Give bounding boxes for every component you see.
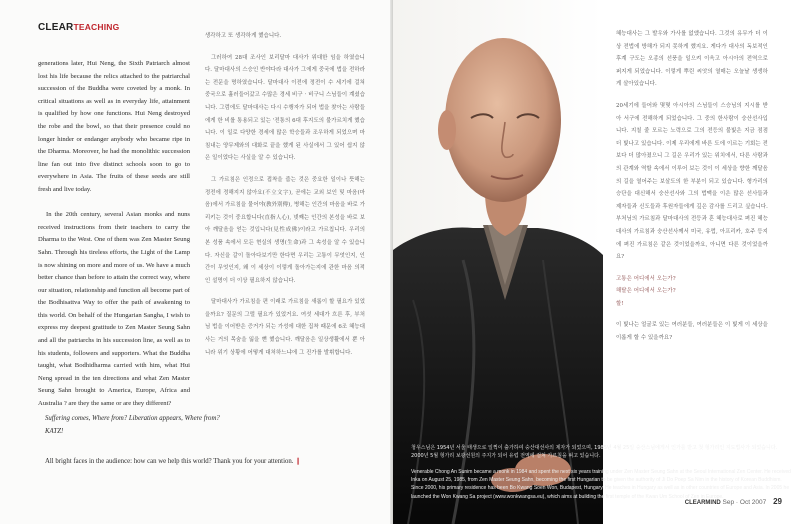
- korean-question-1: 고통은 어디에서 오는가?: [616, 275, 676, 282]
- photo-caption-english: Venerable Chong An Sunim became a monk in 1984 and spent the next six years training under Zen Master Seung Sahn at the Seoul International Zen Center. He received Inka on August 25, 1985, from Zen Master Seung Sahn, becoming the first Hungarian to be given the authority of Ji Do Poep Sa Nim in the history of Korean Buddhism. Since 2000, his primary residence has been Bo Kwang Soen Won, Budapest, Hungary. He teaches in Hungary as well as in other countries of Europe and Asia. In 2005 he launched the Won Kwang Sa project (www.wonkwangsa.eu), which aims at building the first temple of the Kwan Um School of Zen in Europe.: [411, 469, 791, 500]
- right-page: [393, 0, 800, 524]
- korean-paragraph-3: 그 가르침은 인정으로 접착을 줍는 것은 중요한 일이나 뜻해는 정전에 정해지지 않아요(不立文字), 곧에는 교외 보인 및 마음(마음)에서 가르침을 물어야(敎外別傳), 병해는 인간의 마음을 바로 가리키는 것이 중요합니다(直指人心), 넷째는 인간의 본성을 바로 보아 깨달음을 얻는 것입니다(見性成佛)이라고 가르칩니다. 우리의 본 성품 속에서 모든 현실의 생명(生命)과 그 속성을 알 수 있습니다. 자신을 갈이 돌아다보기만 한다면 우리는 고통이 무엇인지, 인간이 무엇인지, 왜 이 세상이 이렇게 돌아가는지에 관한 마음 의적인 설명이 더 이상 필요하지 않습니다.: [205, 176, 365, 284]
- korean-question-2: 해탈은 어디에서 오는가?: [616, 288, 676, 295]
- closing-question: Suffering comes, Where from? Liberation appears, Where from?: [45, 415, 220, 422]
- left-page: [0, 0, 393, 524]
- closing-remarks: [45, 413, 375, 469]
- english-paragraph-1: generations later, Hui Neng, the Sixth Patriarch almost lost his life because the relics attached to the patriarchal succession of the Buddha were coveted by a monk. In critical situations as well as in everyday life, attainment is qualified by how one functions. Hui Neng destroyed the robe and the bowl, so that their presence could no longer hinder or endanger anybody who became ripe in the Dharma. Moreover, he had the monolithic succession line fan out into five distinct schools soon to go to everywhere in Asia. The fruits of these seeds are still fresh and live today.: [38, 60, 190, 193]
- korean-katz: 할!: [616, 300, 624, 307]
- footer-magazine-name: CLEARMIND: [684, 500, 721, 506]
- english-column: [38, 58, 190, 423]
- korean-paragraph-2: 그러하여 28대 조사인 보리달마 대사가 위대한 임을 하였습니다. 달마대사의 스승인 반야다라 대사가 그에게 중국에 법을 전하라는 전문을 명하였습니다. 달마대사 이전에 정전이 수 세기에 걸쳐 중국으로 흘러들어갔고 수많은 경세 비구 · 비구니 스님들이 계셨습니다. 그럼에도 달마대사는 다시 수행자가 되어 법을 찾아는 사람들에게 한 비를 통용되고 있는 '전통의 6대 후지도의 불가르치게 했습니다. 이 일로 다양한 경세에 많은 학승들과 조우하게 되었으며 마침내는 양무제와의 대화로 끝을 했게 된 사실에서 그 있어 쉽지 않은 일이었다는 사실을 알 수 있습니다.: [205, 54, 365, 162]
- page-footer: [685, 497, 782, 506]
- korean-paragraph-4: 달마대사가 가르침을 편 이래로 가르침을 새롭이 할 필요가 있었을까요? 질문의 그럴 필요가 있었거요. 여섯 세대가 흐른 후, 부처님 법을 이어받은 증거가 되는 가성에 대한 집착 때문에 6조 혜능대사는 거의 목숨을 잃을 뻔 했습니다. 깨달음은 일상생활에서 뿐 아니라 위기 상황에 어떻게 대처하느냐에 그 진가를 발휘합니다.: [205, 299, 365, 356]
- closing-katz: KATZ!: [45, 427, 64, 435]
- korean-right-paragraph-last: 이 빛나는 얼굴로 있는 여러분들, 여러분들은 이 빛게 이 세상을 이롭게 할 수 있을까요?: [616, 322, 768, 342]
- brand-part-teaching: TEACHING: [73, 22, 120, 32]
- magazine-section-title: [38, 22, 119, 33]
- brand-part-clear: CLEAR: [38, 22, 74, 33]
- korean-column-left: [205, 30, 365, 368]
- closing-thanks: All bright faces in the audience: how can we help this world? Thank you for your attention. ❙: [45, 458, 301, 466]
- korean-right-paragraph-2: 20세기에 들어와 몇몇 아시아의 스님들이 스승님의 지시를 받아 서구에 전해하게 되었습니다. 그 중의 한사람이 숭산선사입니다. 지칠 줄 모르는 노력으로 그의 전등의 불빛은 지금 점점 더 빛나고 있습니다. 이제 우리에게 바른 도에 이르는 기회는 전보다 더 많아졌으니 그 길은 우리가 있는 위치에서, 다른 사람과의 관계와 역할 속에서 이루어 보는 것이 이 세상을 향한 깨달음의 길을 열어주는 보살도의 한 부분이 되고 있습니다. 형가리의 승단을 대신해서 숭산선사와 그의 법맥을 이은 많은 선사들과 제자들과 신도들과 후원자들에게 깊은 감사를 드리고 싶습니다. 부처님의 가르침과 달마대사의 전등과 혼 혜능대사로 펴진 혜능대사의 가르침과 숭산선사께서 미국, 유럽, 아프리카, 호주 등지에 펴진 가르침은 같은 것이었을까요, 아니면 다른 것이었을까요?: [616, 102, 768, 261]
- english-paragraph-2: In the 20th century, several Asian monks and nuns received instructions from their teachers to carry the Dharma to the West. One of them was Zen Master Seung Sahn. Through his tireless efforts, the Light of the Lamp is now shining on more and more of us. We have a much better chance than before to attain the correct way, where our situation, relationship and function all become part of the Bodhisattva Way to offer the path of awakening to this world. On behalf of the Hungarian Sangha, I wish to express my deepest gratitude to Zen Master Seung Sahn and all the patriarchs in his succession line, as well as to his students, followers and supporters. What the Buddha taught, what Bodhidharma carried with him, what Hui Neng spread in the ten directions and what Zen Master Seung Sahn brought to America, Europe, Africa and Australia ? are they the same or are they different?: [38, 211, 190, 408]
- photo-caption-korean: 청우스님은 1954년 서울 태생으로 일찍이 출가하여 숭산대선사의 제자가 되었으며, 1985년 4월 25일 숭산스님에게서 인가를 받고 첫 헝가리인 지도법사가 되었습니다. 2000년 5월 헝가리 보광선원의 주지가 되어 유럽 전역에 걸쳐 가르침을 펴고 있습니다.: [411, 445, 778, 460]
- korean-paragraph-1: 생각하고 또 생각하게 했습니다.: [205, 33, 282, 39]
- korean-right-paragraph-1: 혜능대사는 그 발우와 가사를 없앴습니다. 그것의 유무가 더 이상 전법에 방해가 되지 못하게 했지요. 게다가 대사의 독보적인 후계 구도는 오종의 선풍을 일으켜 이윽고 아시아의 전역으로 퍼지게 되었습니다. 이렇게 뿌린 씨앗의 열매는 오늘날 생생하게 살아있습니다.: [616, 31, 768, 88]
- page-number: 29: [773, 497, 782, 506]
- footer-issue-date: Sep · Oct 2007: [722, 499, 767, 506]
- korean-column-right: [616, 28, 768, 354]
